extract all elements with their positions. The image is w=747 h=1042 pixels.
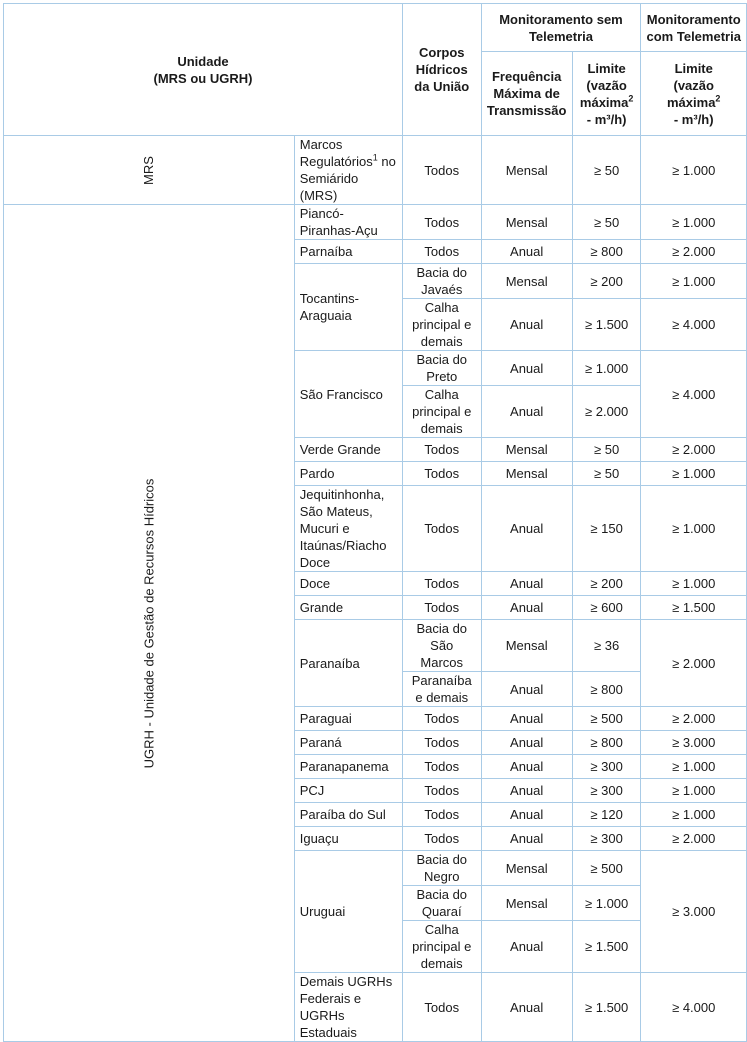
unit-name: Doce <box>294 572 402 596</box>
telemetria-cell: ≥ 3.000 <box>641 731 747 755</box>
corpos-cell: Paranaíba e demais <box>402 672 481 707</box>
corpos-cell: Todos <box>402 240 481 264</box>
telemetria-cell: ≥ 1.000 <box>641 205 747 240</box>
freq-cell: Anual <box>481 572 572 596</box>
freq-cell: Anual <box>481 827 572 851</box>
monitoring-limits-table <box>3 3 747 1042</box>
table-row <box>4 136 747 205</box>
table-row <box>4 205 747 240</box>
limite-cell: ≥ 1.500 <box>572 921 641 973</box>
limite-cell: ≥ 500 <box>572 851 641 886</box>
corpos-cell: Todos <box>402 973 481 1042</box>
freq-cell: Mensal <box>481 462 572 486</box>
limite-cell: ≥ 50 <box>572 136 641 205</box>
freq-cell: Mensal <box>481 438 572 462</box>
limite-cell: ≥ 800 <box>572 672 641 707</box>
corpos-cell: Todos <box>402 438 481 462</box>
header-frequencia: Frequência Máxima de Transmissão <box>481 52 572 136</box>
group-label-mrs: MRS <box>4 136 295 205</box>
unit-name: Paranapanema <box>294 755 402 779</box>
corpos-cell: Todos <box>402 572 481 596</box>
telemetria-cell: ≥ 2.000 <box>641 707 747 731</box>
group-label-ugrh: UGRH - Unidade de Gestão de Recursos Hídricos <box>4 205 295 1042</box>
limite-cell: ≥ 300 <box>572 755 641 779</box>
limite-cell: ≥ 800 <box>572 731 641 755</box>
telemetria-cell: ≥ 2.000 <box>641 240 747 264</box>
unit-name: Uruguai <box>294 851 402 973</box>
header-unidade: Unidade (MRS ou UGRH) <box>4 4 403 136</box>
telemetria-cell: ≥ 1.000 <box>641 572 747 596</box>
corpos-cell: Calha principal e demais <box>402 921 481 973</box>
telemetria-cell: ≥ 4.000 <box>641 299 747 351</box>
corpos-cell: Todos <box>402 827 481 851</box>
limite-cell: ≥ 1.000 <box>572 351 641 386</box>
limite-cell: ≥ 2.000 <box>572 386 641 438</box>
corpos-cell: Todos <box>402 136 481 205</box>
limite-cell: ≥ 1.500 <box>572 299 641 351</box>
freq-cell: Mensal <box>481 886 572 921</box>
telemetria-cell: ≥ 1.500 <box>641 596 747 620</box>
header-limite-com-telemetria: Limite (vazão máxima$^2$ - m³/h) <box>641 52 747 136</box>
limite-cell: ≥ 1.500 <box>572 973 641 1042</box>
freq-cell: Mensal <box>481 264 572 299</box>
telemetria-cell: ≥ 1.000 <box>641 462 747 486</box>
telemetria-cell: ≥ 4.000 <box>641 973 747 1042</box>
limite-cell: ≥ 150 <box>572 486 641 572</box>
telemetria-cell: ≥ 2.000 <box>641 620 747 707</box>
corpos-cell: Bacia do Javaés <box>402 264 481 299</box>
corpos-cell: Todos <box>402 755 481 779</box>
corpos-cell: Calha principal e demais <box>402 386 481 438</box>
unit-name: Paraguai <box>294 707 402 731</box>
header-limite-sem-telemetria: Limite (vazão máxima$^2$ - m³/h) <box>572 52 641 136</box>
corpos-cell: Todos <box>402 205 481 240</box>
unit-name: Iguaçu <box>294 827 402 851</box>
unit-name: Grande <box>294 596 402 620</box>
freq-cell: Anual <box>481 731 572 755</box>
telemetria-cell: ≥ 1.000 <box>641 486 747 572</box>
unit-name: Marcos Regulatórios$^1$ no Semiárido (MRS) <box>294 136 402 205</box>
telemetria-cell: ≥ 1.000 <box>641 755 747 779</box>
freq-cell: Mensal <box>481 136 572 205</box>
freq-cell: Mensal <box>481 851 572 886</box>
freq-cell: Anual <box>481 707 572 731</box>
telemetria-cell: ≥ 1.000 <box>641 803 747 827</box>
corpos-cell: Bacia do Quaraí <box>402 886 481 921</box>
limite-cell: ≥ 800 <box>572 240 641 264</box>
limite-cell: ≥ 50 <box>572 205 641 240</box>
unit-name: Paraná <box>294 731 402 755</box>
limite-cell: ≥ 500 <box>572 707 641 731</box>
corpos-cell: Todos <box>402 486 481 572</box>
freq-cell: Anual <box>481 596 572 620</box>
freq-cell: Anual <box>481 755 572 779</box>
limite-cell: ≥ 1.000 <box>572 886 641 921</box>
unit-name: Paraíba do Sul <box>294 803 402 827</box>
limite-cell: ≥ 600 <box>572 596 641 620</box>
telemetria-cell: ≥ 1.000 <box>641 264 747 299</box>
limite-cell: ≥ 120 <box>572 803 641 827</box>
unit-name: Demais UGRHs Federais e UGRHs Estaduais <box>294 973 402 1042</box>
corpos-cell: Todos <box>402 462 481 486</box>
telemetria-cell: ≥ 3.000 <box>641 851 747 973</box>
corpos-cell: Todos <box>402 596 481 620</box>
corpos-cell: Todos <box>402 779 481 803</box>
unit-name: Tocantins-Araguaia <box>294 264 402 351</box>
telemetria-cell: ≥ 1.000 <box>641 779 747 803</box>
freq-cell: Anual <box>481 672 572 707</box>
corpos-cell: Bacia do Negro <box>402 851 481 886</box>
limite-cell: ≥ 300 <box>572 827 641 851</box>
freq-cell: Anual <box>481 779 572 803</box>
unit-name: Piancó-Piranhas-Açu <box>294 205 402 240</box>
telemetria-cell: ≥ 2.000 <box>641 438 747 462</box>
limite-cell: ≥ 36 <box>572 620 641 672</box>
corpos-cell: Calha principal e demais <box>402 299 481 351</box>
header-sem-telemetria: Monitoramento sem Telemetria <box>481 4 641 52</box>
unit-name: Verde Grande <box>294 438 402 462</box>
corpos-cell: Todos <box>402 803 481 827</box>
freq-cell: Anual <box>481 921 572 973</box>
telemetria-cell: ≥ 4.000 <box>641 351 747 438</box>
unit-name: Paranaíba <box>294 620 402 707</box>
unit-name: PCJ <box>294 779 402 803</box>
freq-cell: Anual <box>481 973 572 1042</box>
freq-cell: Anual <box>481 299 572 351</box>
limite-cell: ≥ 50 <box>572 462 641 486</box>
freq-cell: Mensal <box>481 620 572 672</box>
corpos-cell: Todos <box>402 707 481 731</box>
header-com-telemetria: Monitoramento com Telemetria <box>641 4 747 52</box>
unit-name: São Francisco <box>294 351 402 438</box>
limite-cell: ≥ 50 <box>572 438 641 462</box>
unit-name: Pardo <box>294 462 402 486</box>
corpos-cell: Bacia do Preto <box>402 351 481 386</box>
corpos-cell: Bacia do São Marcos <box>402 620 481 672</box>
limite-cell: ≥ 200 <box>572 572 641 596</box>
header-corpos-hidricos: Corpos Hídricos da União <box>402 4 481 136</box>
freq-cell: Anual <box>481 240 572 264</box>
unit-name: Parnaíba <box>294 240 402 264</box>
freq-cell: Anual <box>481 386 572 438</box>
telemetria-cell: ≥ 1.000 <box>641 136 747 205</box>
limite-cell: ≥ 300 <box>572 779 641 803</box>
unit-name: Jequitinhonha, São Mateus, Mucuri e Itaúnas/Riacho Doce <box>294 486 402 572</box>
freq-cell: Anual <box>481 486 572 572</box>
freq-cell: Anual <box>481 351 572 386</box>
freq-cell: Mensal <box>481 205 572 240</box>
telemetria-cell: ≥ 2.000 <box>641 827 747 851</box>
freq-cell: Anual <box>481 803 572 827</box>
corpos-cell: Todos <box>402 731 481 755</box>
limite-cell: ≥ 200 <box>572 264 641 299</box>
